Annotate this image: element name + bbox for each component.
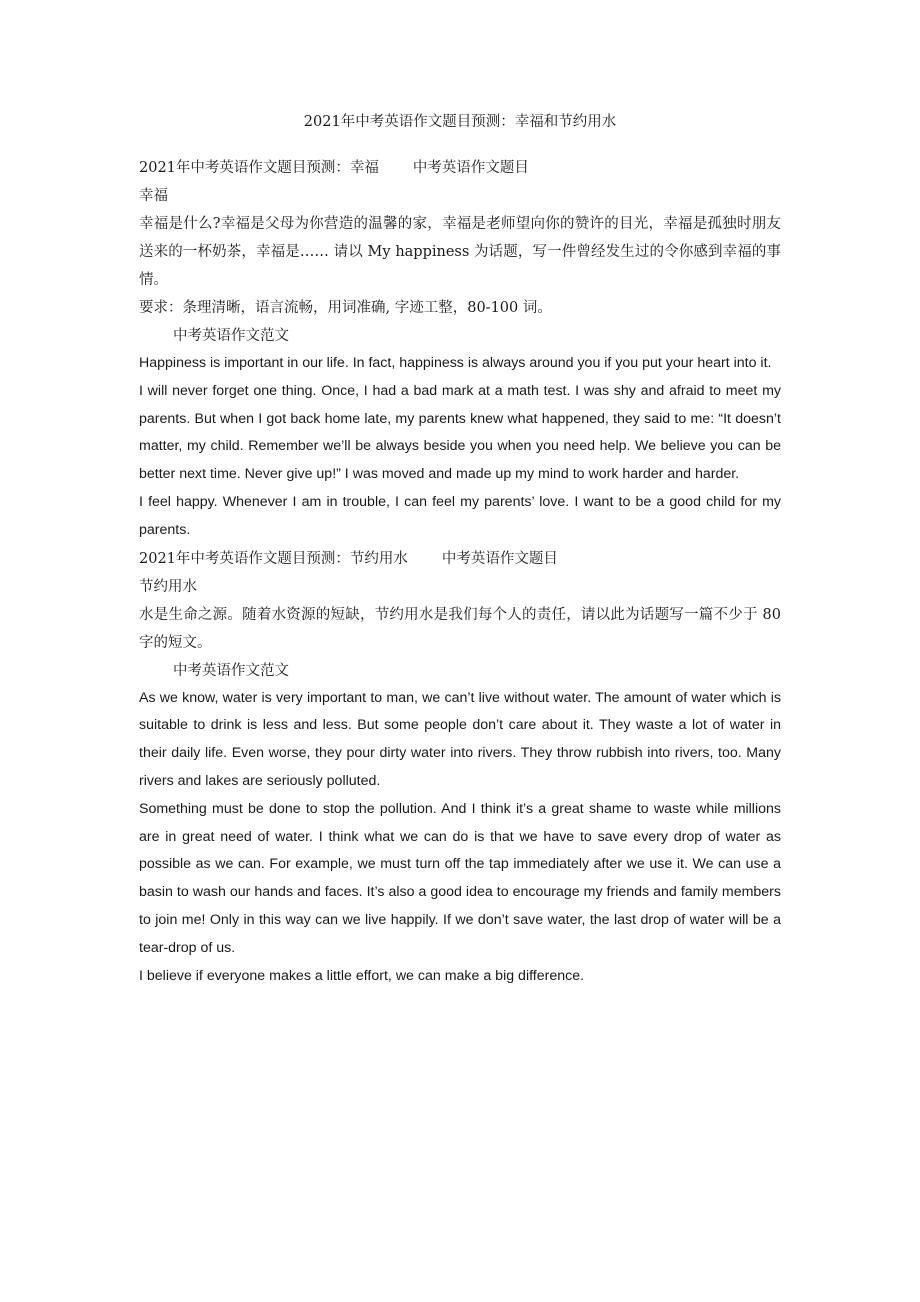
section1-paragraph: I feel happy. Whenever I am in trouble, I can feel my parents’ love. I want to be a good child for my parents. <box>139 493 781 538</box>
section1-prompt: 幸福是什么?幸福是父母为你营造的温馨的家，幸福是老师望向你的赞许的目光，幸福是孤独时朋友送来的一杯奶茶，幸福是…… 请以 My happiness 为话题，写一件曾经发生过的令你感到幸福的事情。 <box>139 216 781 288</box>
section2-paragraph: I believe if everyone makes a little effort, we can make a big difference. <box>139 967 585 984</box>
section2-heading <box>139 545 781 573</box>
section2-heading-right: 中考英语作文题目 <box>441 550 558 567</box>
section1-heading-left: 2021年中考英语作文题目预测：幸福 <box>139 160 379 176</box>
section2-topic: 节约用水 <box>139 578 197 595</box>
section1-heading <box>139 154 781 182</box>
section2-sample-label: 中考英语作文范文 <box>173 662 289 679</box>
section2-heading-left: 2021年中考英语作文题目预测：节约用水 <box>139 550 408 567</box>
section2-prompt: 水是生命之源。随着水资源的短缺，节约用水是我们每个人的责任，请以此为话题写一篇不少于 80 字的短文。 <box>139 606 781 651</box>
section2-paragraph: Something must be done to stop the pollution. And I think it’s a great shame to waste while millions are in great need of water. I think what we can do is that we have to save every drop of water as possible as we can. For example, we must turn off the tap immediately after we use it. We can use a basin to wash our hands and faces. It’s also a good idea to encourage my friends and family members to join me! Only in this way can we live happily. If we don’t save water, the last drop of water will be a tear-drop of us. <box>139 800 781 956</box>
document-title: 2021年中考英语作文题目预测：幸福和节约用水 <box>303 114 617 130</box>
section1-topic: 幸福 <box>139 188 168 204</box>
section1-paragraph: Happiness is important in our life. In fact, happiness is always around you if you put your heart into it. <box>139 355 772 371</box>
section2-paragraph: As we know, water is very important to man, we can’t live without water. The amount of water which is suitable to drink is less and less. But some people don’t care about it. They waste a lot of water in their daily life. Even worse, they pour dirty water into rivers. They throw rubbish into rivers, too. Many rivers and lakes are seriously polluted. <box>139 689 781 789</box>
document-page <box>139 110 781 990</box>
section1-heading-right: 中考英语作文题目 <box>412 160 529 176</box>
section1-requirement: 要求：条理清晰，语言流畅，用词准确, 字迹工整，80-100 词。 <box>139 300 552 316</box>
section1-sample-label: 中考英语作文范文 <box>173 328 289 344</box>
section1-paragraph: I will never forget one thing. Once, I had a bad mark at a math test. I was shy and afraid to meet my parents. But when I got back home late, my parents knew what happened, they said to me: “It doesn’t matter, my child. Remember we’ll be always beside you when you need help. We believe you can be better next time. Never give up!” I was moved and made up my mind to work harder and harder. <box>139 382 781 483</box>
